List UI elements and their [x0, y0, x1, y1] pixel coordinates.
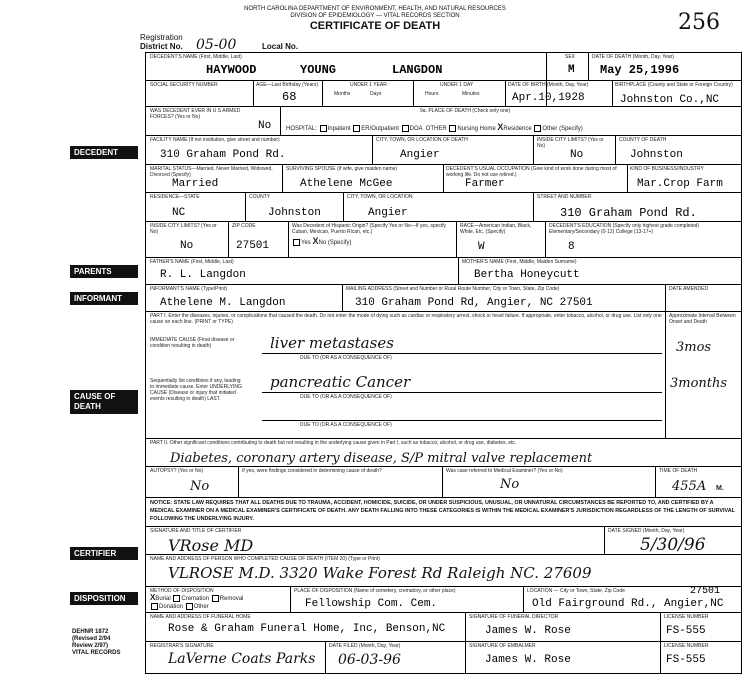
- me-referred-label: Was case referred to Medical Examiner? (Yes or No): [446, 468, 563, 474]
- doa-checkbox[interactable]: [402, 125, 409, 132]
- informant-label: INFORMANT'S NAME (Type/Print): [150, 286, 228, 292]
- autopsy-value: No: [190, 479, 210, 494]
- armed-value: No: [258, 120, 272, 132]
- under1yr-label: UNDER 1 YEAR: [350, 82, 387, 88]
- birthplace-value: Johnston Co.,NC: [620, 94, 720, 106]
- occupation-value: Farmer: [465, 178, 505, 190]
- findings-label: If yes, were findings considered in determining cause of death?: [242, 468, 382, 474]
- race-value: W: [478, 241, 485, 253]
- informant-value: Athelene M. Langdon: [160, 297, 286, 309]
- sex-label: SEX: [565, 54, 576, 60]
- hispanic-no-label: No (Specify): [318, 240, 352, 246]
- due-to-a: DUE TO (OR AS A CONSEQUENCE OF): [300, 355, 392, 361]
- dob-value: Apr.10,1928: [512, 92, 585, 104]
- page-title: CERTIFICATE OF DEATH: [309, 20, 441, 32]
- district-value: 05-00: [196, 37, 237, 53]
- sig-director-label: SIGNATURE OF FUNERAL DIRECTOR: [469, 614, 559, 620]
- location-label: LOCATION — City or Town, State, Zip Code: [527, 588, 625, 594]
- res-inside-value: No: [180, 240, 194, 252]
- other-disp-checkbox[interactable]: [186, 603, 193, 610]
- hispanic-label: Was Decedent of Hispanic Origin? (Specify Yes or No—If yes, specify Cuban, Mexican, Puerto Rican, etc.): [292, 223, 447, 235]
- mother-value: Bertha Honeycutt: [474, 269, 580, 281]
- date-signed-value: 5/30/96: [640, 535, 706, 555]
- form-code-2: (Revised 2/94: [72, 636, 111, 642]
- registrar-signature: LaVerne Coats Parks: [168, 651, 316, 667]
- date-signed-label: DATE SIGNED (Month, Day, Year): [608, 528, 685, 534]
- due-to-c: DUE TO (OR AS A CONSEQUENCE OF): [300, 422, 392, 428]
- section-decedent: DECEDENT: [70, 146, 138, 159]
- sig-embalmer-label: SIGNATURE OF EMBALMER: [469, 643, 536, 649]
- date-amended-label: DATE AMENDED: [669, 286, 709, 292]
- last-name: LANGDON: [392, 63, 443, 77]
- director-value: James W. Rose: [485, 625, 571, 637]
- place-death-label: 9a. PLACE OF DEATH (Check only one): [420, 108, 511, 114]
- res-city-label: CITY, TOWN, OR LOCATION: [347, 194, 413, 200]
- funeral-home-label: NAME AND ADDRESS OF FUNERAL HOME: [150, 614, 251, 620]
- location-value: Old Fairground Rd., Angier,NC: [532, 598, 724, 610]
- father-label: FATHER'S NAME (First, Middle, Last): [150, 259, 234, 265]
- sex-value: M: [568, 64, 575, 76]
- cause-a-value: liver metastases: [270, 334, 394, 352]
- me-referred-value: No: [500, 477, 520, 492]
- burial-mark[interactable]: X: [150, 593, 156, 603]
- section-cause: CAUSE OF DEATH: [70, 390, 138, 414]
- facility-label: FACILITY NAME (If not institution, give street and number): [150, 137, 280, 143]
- age-value: 68: [282, 90, 297, 104]
- autopsy-label: AUTOPSY? (Yes or No): [150, 468, 204, 474]
- embalmer-value: James W. Rose: [485, 654, 571, 666]
- marital-value: Married: [172, 178, 219, 190]
- place-death-options: [286, 124, 583, 132]
- spouse-value: Athelene McGee: [300, 178, 393, 190]
- spouse-label: SURVIVING SPOUSE (If wife, give maiden name): [286, 166, 398, 172]
- age-label: AGE—Last Birthday (Years): [256, 82, 319, 88]
- industry-value: Mar.Crop Farm: [637, 178, 723, 190]
- first-name: HAYWOOD: [206, 63, 257, 77]
- time-death-value: 455A: [672, 479, 707, 494]
- method-options-2: [150, 603, 209, 610]
- certifier-signature: VRose MD: [168, 536, 254, 555]
- res-city-value: Angier: [368, 207, 408, 219]
- education-value: 8: [568, 241, 575, 253]
- father-value: R. L. Langdon: [160, 269, 246, 281]
- mailing-label: MAILING ADDRESS (Street and Number or Rural Route Number, City or Town, State, Zip Code): [346, 286, 560, 292]
- due-to-b: DUE TO (OR AS A CONSEQUENCE OF): [300, 394, 392, 400]
- license1-value: FS-555: [666, 625, 706, 637]
- nursing-checkbox[interactable]: [449, 125, 456, 132]
- marital-label: MARITAL STATUS—Married, Never Married, Widowed, Divorced (Specify): [150, 166, 273, 178]
- armed-label: WAS DECEDENT EVER IN U S ARMED FORCES? (Yes or No): [150, 108, 241, 120]
- er-label: ER/Outpatient: [361, 126, 399, 132]
- residence-check-mark[interactable]: X: [497, 122, 504, 132]
- interval-b-value: 3months: [670, 376, 728, 391]
- name-label: DECEDENT'S NAME (First, Middle, Last): [150, 54, 242, 60]
- minutes-label: Minutes: [462, 91, 480, 97]
- dob-label: DATE OF BIRTH (Month, Day, Year): [508, 82, 589, 88]
- form-code-1: DEHNR 1872: [72, 629, 109, 635]
- county-death-value: Johnston: [630, 149, 683, 161]
- method-options-1: [150, 595, 243, 602]
- certifier-addr-value: VLROSE M.D. 3320 Wake Forest Rd Raleigh NC. 27609: [168, 564, 592, 582]
- removal-label: Removal: [219, 596, 244, 603]
- res-state-value: NC: [172, 207, 186, 219]
- dod-label: DATE OF DEATH (Month, Day, Year): [592, 54, 674, 60]
- zip-label: ZIP CODE: [232, 223, 256, 229]
- sequential-label: Sequentially list conditions if any, leading to immediate cause. Enter UNDERLYING CAUSE (Disease or injury that initiated events resulting in death) LAST.: [150, 378, 242, 402]
- doa-label: DOA: [409, 126, 423, 132]
- nursing-label: Nursing Home: [457, 126, 496, 132]
- local-label: Local No.: [262, 42, 299, 51]
- district-label: District No.: [140, 42, 183, 51]
- immediate-label: IMMEDIATE CAUSE (Final disease or condition resulting in death): [150, 337, 235, 349]
- donation-checkbox[interactable]: [151, 603, 158, 610]
- certificate-number: 256: [678, 10, 720, 35]
- license2-value: FS-555: [666, 654, 706, 666]
- race-label: RACE—American Indian, Black, White, Etc. (Specify): [460, 223, 532, 235]
- res-county-label: COUNTY: [249, 194, 271, 200]
- registrar-label: REGISTRAR'S SIGNATURE: [150, 643, 214, 649]
- form-code-3: Review 2/97): [72, 643, 109, 649]
- dept-name: NORTH CAROLINA DEPARTMENT OF ENVIRONMENT, HEALTH, AND NATURAL RESOURCES: [244, 6, 506, 12]
- cremation-checkbox[interactable]: [173, 595, 180, 602]
- interval-label: Approximate Interval Between Onset and Death: [669, 313, 736, 325]
- occupation-label: DECEDENT'S USUAL OCCUPATION (Give kind of work done during most of working life. Do not use retired.): [446, 166, 617, 178]
- place-disp-value: Fellowship Com. Cem.: [305, 598, 438, 610]
- cause-b-value: pancreatic Cancer: [270, 373, 411, 391]
- city-death-value: Angier: [400, 149, 440, 161]
- mother-label: MOTHER'S NAME (First, Middle, Maiden Surname): [462, 259, 577, 265]
- form-code-4: VITAL RECORDS: [72, 650, 121, 656]
- signature-cert-label: SIGNATURE AND TITLE OF CERTIFIER: [150, 528, 242, 534]
- other-specify-checkbox[interactable]: [534, 125, 541, 132]
- hours-label: Hours: [425, 91, 439, 97]
- res-state-label: RESIDENCE—STATE: [150, 194, 200, 200]
- inside-city-label: INSIDE CITY LIMITS? (Yes or No): [537, 137, 604, 149]
- hospital-label: HOSPITAL:: [286, 126, 317, 132]
- hispanic-options: [292, 238, 352, 246]
- under1day-label: UNDER 1 DAY: [440, 82, 474, 88]
- inpatient-checkbox[interactable]: [320, 125, 327, 132]
- res-street-label: STREET AND NUMBER: [537, 194, 592, 200]
- section-disposition: DISPOSITION: [70, 592, 138, 605]
- zip-value: 27501: [236, 240, 270, 252]
- donation-label: Donation: [159, 604, 184, 611]
- other-specify-label: Other (Specify): [542, 126, 583, 132]
- education-label: DECEDENT'S EDUCATION (Specify only highest grade completed) Elementary/Secondary (0-12) College (13-17+): [549, 223, 700, 235]
- interval-a-value: 3mos: [676, 340, 712, 355]
- months-label: Months: [334, 91, 351, 97]
- mailing-value: 310 Graham Pond Rd, Angier, NC 27501: [355, 297, 593, 309]
- middle-name: YOUNG: [300, 63, 337, 77]
- division-name: DIVISION OF EPIDEMIOLOGY — VITAL RECORDS SECTION: [290, 13, 460, 19]
- days-label: Days: [370, 91, 382, 97]
- notice-text: NOTICE: STATE LAW REQUIRES THAT ALL DEATHS DUE TO TRAUMA, ACCIDENT, HOMICIDE, SUICIDE, OR UNDER SUSPICIOUS, UNUSUAL, OR UNNATURAL CIRCUMSTANCES BE REPORTED TO, AND CERTIFIED BY A MEDICAL EXAMINER ON A MEDICAL EXAMINER'S CERTIFICATE OF DEATH. ANY DEATH FALLING INTO THESE CATEGORIES IS WITHIN THE MEDICAL EXAMINER'S JURISDICTION REGARDLESS OF THE LENGTH OF SURVIVAL FOLLOWING THE UNDERLYING INJURY.: [150, 500, 735, 522]
- date-filed-label: DATE FILED (Month, Day, Year): [329, 643, 401, 649]
- inside-city-value: No: [570, 149, 584, 161]
- time-death-label: TIME OF DEATH: [659, 468, 698, 474]
- removal-checkbox[interactable]: [212, 595, 219, 602]
- location-zip: 27501: [690, 586, 721, 597]
- birthplace-label: BIRTHPLACE (County and State or Foreign Country): [615, 82, 733, 88]
- industry-label: KIND OF BUSINESS/INDUSTRY: [630, 166, 704, 172]
- hispanic-no-mark[interactable]: X: [312, 236, 319, 246]
- inpatient-label: Inpatient: [327, 126, 351, 132]
- certifier-addr-label: NAME AND ADDRESS OF PERSON WHO COMPLETED CAUSE OF DEATH (ITEM 20) (Type or Print): [150, 556, 380, 562]
- section-informant: INFORMANT: [70, 292, 138, 305]
- section-parents: PARENTS: [70, 265, 138, 278]
- registration-label: Registration: [140, 33, 183, 42]
- part2-instructions: PART II. Other significant conditions contributing to death but not resulting in the underlying cause given in Part I, such as tobacco, alcohol, or drug use, diabetes, etc.: [150, 440, 517, 446]
- cremation-label: Cremation: [181, 596, 210, 603]
- county-death-label: COUNTY OF DEATH: [619, 137, 667, 143]
- res-inside-label: INSIDE CITY LIMITS? (Yes or No): [150, 223, 217, 235]
- funeral-home-value: Rose & Graham Funeral Home, Inc, Benson,NC: [168, 623, 446, 635]
- burial-label: Burial: [155, 596, 171, 603]
- other-disp-label: Other: [193, 604, 209, 611]
- other-label: OTHER: [425, 126, 447, 132]
- time-suffix: M.: [716, 485, 724, 492]
- city-death-label: CITY, TOWN, OR LOCATION OF DEATH: [376, 137, 468, 143]
- section-certifier: CERTIFIER: [70, 547, 138, 560]
- other-conditions-value: Diabetes, coronary artery disease, S/P mitral valve replacement: [170, 451, 593, 466]
- facility-value: 310 Graham Pond Rd.: [160, 149, 286, 161]
- er-checkbox[interactable]: [353, 125, 360, 132]
- hispanic-yes-checkbox[interactable]: [293, 239, 300, 246]
- part1-instructions: PART I. Enter the diseases, injuries, or complications that caused the death. Do not enter the mode of dying such as cardiac or respiratory arrest, shock or heart failure. If appropriate, enter tobacco, alcohol, or drug use. List only one cause on each line. (PRINT or TYPE): [150, 313, 662, 325]
- form-code: [72, 629, 120, 657]
- license-label: LICENSE NUMBER: [664, 614, 709, 620]
- license2-label: LICENSE NUMBER: [664, 643, 709, 649]
- method-label: METHOD OF DISPOSITION: [150, 588, 214, 594]
- residence-label: Residence: [503, 126, 532, 132]
- place-disp-label: PLACE OF DISPOSITION (Name of cemetery, crematory, or other place): [294, 588, 456, 594]
- res-street-value: 310 Graham Pond Rd.: [560, 206, 697, 220]
- dod-value: May 25,1996: [600, 63, 680, 77]
- hispanic-yes-label: Yes: [301, 240, 311, 246]
- date-filed-value: 06-03-96: [338, 652, 401, 668]
- res-county-value: Johnston: [268, 207, 321, 219]
- ssn-label: SOCIAL SECURITY NUMBER: [150, 82, 218, 88]
